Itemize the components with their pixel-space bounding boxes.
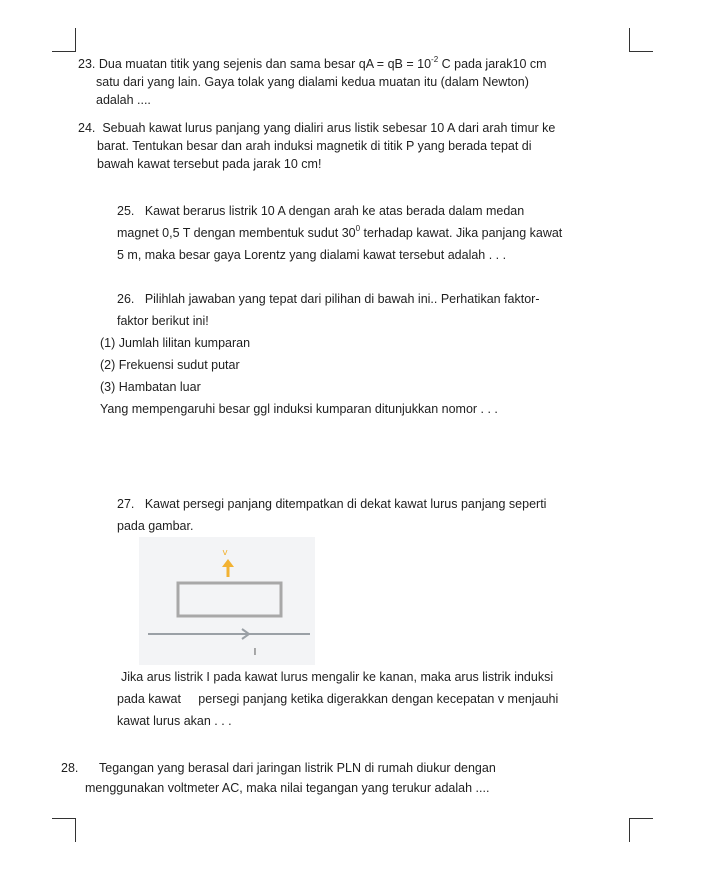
question-28-number: 28. (61, 761, 79, 775)
question-26-options (100, 332, 640, 420)
question-23-number: 23. (78, 57, 96, 71)
crop-mark-top-left-horizontal (52, 51, 76, 52)
crop-mark-bottom-left-horizontal (52, 818, 76, 819)
question-28-text-1: Tegangan yang berasal dari jaringan listrik PLN di rumah diukur dengan (99, 761, 496, 775)
velocity-arrow-icon (222, 559, 234, 577)
question-24-line-2: barat. Tentukan besar dan arah induksi magnetik di titik P yang berada tepat di (97, 139, 532, 153)
question-25-text-2-end: terhadap kawat. Jika panjang kawat (363, 226, 563, 240)
question-27-after (117, 666, 647, 732)
question-25-text-1: Kawat berarus listrik 10 A dengan arah ke atas berada dalam medan (144, 204, 525, 218)
crop-mark-top-right-horizontal (629, 51, 653, 52)
option-3: (3) Hambatan luar (100, 380, 201, 394)
question-26-line-2: faktor berikut ini! (117, 314, 209, 328)
question-23 (78, 55, 638, 109)
question-27-after-1: Jika arus listrik I pada kawat lurus mengalir ke kanan, maka arus listrik induksi (121, 670, 554, 684)
question-26-closing: Yang mempengaruhi besar ggl induksi kumparan ditunjukkan nomor . . . (100, 402, 498, 416)
question-28 (61, 758, 641, 798)
crop-mark-bottom-right-horizontal (629, 818, 653, 819)
question-23-text-1: Dua muatan titik yang sejenis dan sama besar qA = qB = 10 (98, 57, 432, 71)
question-26-text-1: Pilihlah jawaban yang tepat dari pilihan di bawah ini.. Perhatikan faktor- (144, 292, 540, 306)
question-23-line-1 (78, 55, 638, 73)
question-28-line-1 (61, 758, 641, 778)
question-25 (117, 200, 637, 266)
question-27-number: 27. (117, 497, 135, 511)
option-1: (1) Jumlah lilitan kumparan (100, 336, 251, 350)
question-26 (117, 288, 637, 332)
crop-mark-top-right-vertical (629, 28, 630, 52)
question-25-text-2-start: magnet 0,5 T dengan membentuk sudut 30 (117, 226, 356, 240)
velocity-label: v (222, 548, 228, 558)
question-23-line-3: adalah .... (96, 93, 151, 107)
question-25-degree: 0 (355, 223, 361, 233)
question-25-line-1 (117, 200, 637, 222)
question-27-line-1 (117, 493, 637, 515)
question-26-number: 26. (117, 292, 135, 306)
question-24-line-3: bawah kawat tersebut pada jarak 10 cm! (97, 157, 322, 171)
question-27-line-2: pada gambar. (117, 519, 194, 533)
crop-mark-top-left-vertical (75, 28, 76, 52)
question-25-line-2 (117, 222, 637, 244)
question-27-after-2: pada kawat persegi panjang ketika digerakkan dengan kecepatan v menjauhi (117, 692, 559, 706)
crop-mark-bottom-left-vertical (75, 818, 76, 842)
question-25-line-3: 5 m, maka besar gaya Lorentz yang dialami kawat tersebut adalah . . . (117, 248, 507, 262)
question-27-after-3: kawat lurus akan . . . (117, 714, 232, 728)
question-27 (117, 493, 637, 537)
option-2: (2) Frekuensi sudut putar (100, 358, 240, 372)
question-27-text-1: Kawat persegi panjang ditempatkan di dekat kawat lurus panjang seperti (144, 497, 547, 511)
question-28-line-2: menggunakan voltmeter AC, maka nilai tegangan yang terukur adalah .... (85, 781, 490, 795)
rectangular-loop (178, 583, 281, 616)
question-23-exponent: -2 (431, 54, 439, 64)
question-23-line-2: satu dari yang lain. Gaya tolak yang dialami kedua muatan itu (dalam Newton) (96, 75, 529, 89)
question-23-text-1-end: C pada jarak10 cm (441, 57, 547, 71)
question-27-figure (139, 537, 315, 665)
crop-mark-bottom-right-vertical (629, 818, 630, 842)
question-26-line-1 (117, 288, 637, 310)
question-25-number: 25. (117, 204, 135, 218)
question-24-line-1 (78, 119, 638, 137)
question-24 (78, 119, 638, 173)
question-24-text-1: Sebuah kawat lurus panjang yang dialiri arus listik sebesar 10 A dari arah timur ke (102, 121, 556, 135)
current-label: I (253, 647, 257, 658)
question-24-number: 24. (78, 121, 96, 135)
figure-drawing (139, 537, 315, 665)
